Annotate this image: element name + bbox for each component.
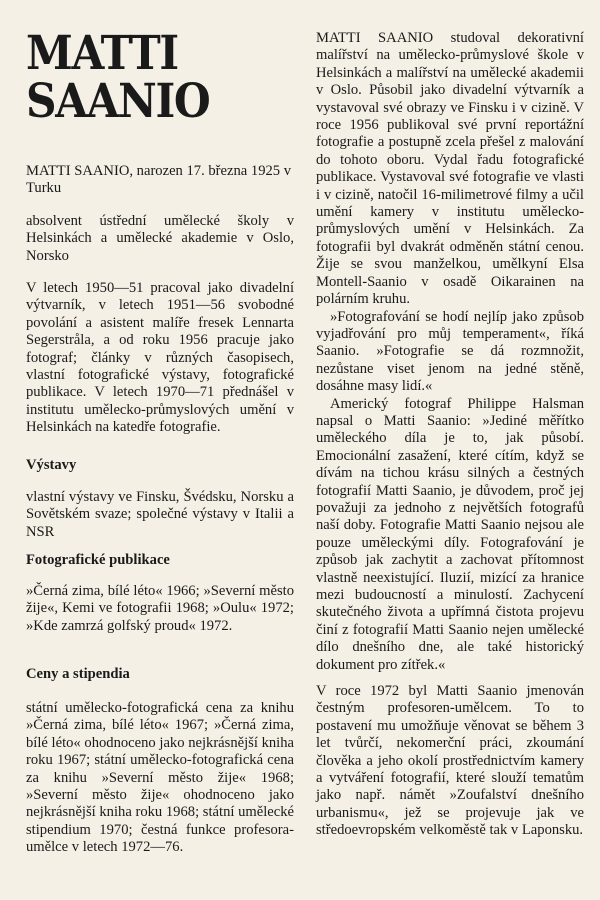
education-paragraph: absolvent ústřední umělecké školy v Helsinkách a umělecké akademie v Oslo, Norsko xyxy=(26,213,294,264)
right-paragraph-4: V roce 1972 byl Matti Saanio jmenován čestným profesoren-umělcem. To to postavení mu umožňuje věnovat se během 3 let tvůrčí, nekomerční práci, zkoumání člověka a jeho okolí prostřednictvím kamery a vytváření fotografií, které slouží tematům jako např. námět »Zoufalství dnešního urbanismu«, jež se projevuje jak ve středoevropském velkoměstě tak v Laponsku. xyxy=(316,683,584,839)
right-paragraph-3: Americký fotograf Philippe Halsman napsal o Matti Saanio: »Jediné měřítko uměleckého díla je to, jak působí. Emocionální zasažení, které cítím, když se dívám na tichou krásu silných a čestných fotografií Matti Saanio, je důvodem, proč jej považuji za jednoho z největších fotografů naší doby. Fotografie Matti Saanio nejsou ale pouze uměleckými díly. Fotografování je způsob jak zachytit a zachovat přítomnost vlastně neexistující. Iluzií, mizící za hranice mezi budoucností a minulostí. Zachycení skutečného života a upřímná čistota projevu činí z fotografií Matti Saanio nejen umělecké dílo dnešního dne, ale také historický dokument pro zítřek.« xyxy=(316,395,584,673)
right-column-bottom xyxy=(316,683,584,840)
title-line-1: MATTI xyxy=(26,26,178,81)
exhibitions-paragraph: vlastní výstavy ve Finsku, Švédsku, Norsku a Sovětském svaze; společné výstavy v Italii a NSR xyxy=(26,489,294,540)
intro-paragraph: MATTI SAANIO, narozen 17. března 1925 v Turku xyxy=(26,163,292,197)
awards-heading: Ceny a stipendia xyxy=(26,666,130,682)
awards-paragraph: státní umělecko-fotografická cena za knihu »Černá zima, bílé léto« 1967; »Černá zima, bílé léto« ohodnoceno jako nejkrásnější kniha roku 1967; státní umělecko-fotografická cena za knihu »Severní město žije« 1968; »Severní město žije« ohodnoceno jako nejkrásnější kniha roku 1968; státní umělecké stipendium 1970; čestná funkce profesora-umělce v letech 1972—76. xyxy=(26,700,294,856)
right-column-top xyxy=(316,30,584,674)
title-line-2: SAANIO xyxy=(26,74,210,129)
right-paragraph-1: MATTI SAANIO studoval dekorativní malířství na umělecko-průmyslové škole v Helsinkách a malířství na umělecké akademii v Oslo. Působil jako divadelní výtvarník a vystavoval své obrazy ve Finsku i v cizině. V roce 1956 publikoval své první reportážní fotografie a postupně zcela přešel z malování do tohoto oboru. Vydal řadu fotografické publikace. Vystavoval své fotografie ve vlasti i v cizině, natočil 16-milimetrové filmy a učil umění kamery v institutu umělecko-průmyslových umění v Helsinkách. Za fotografii byl dvakrát odměněn státní cenou. Žije se svou manželkou, umělkyní Elsa Montell-Saanio v osadě Oikarainen na polárním kruhu. xyxy=(316,30,584,308)
page-title xyxy=(26,26,210,129)
publications-heading: Fotografické publikace xyxy=(26,552,170,568)
biography-paragraph: V letech 1950—51 pracoval jako divadelní výtvarník, v letech 1951—56 svobodné povolání a asistent malíře fresek Lennarta Segerstråla, a od roku 1956 pracuje jako fotograf; články v různých časopisech, vlastní fotografické výstavy, fotografické publikace. V letech 1970—71 přednášel v institutu umělecko-průmyslových umění v Helsinkách na katedře fotografie. xyxy=(26,280,294,436)
exhibitions-heading: Výstavy xyxy=(26,457,77,473)
right-paragraph-2: »Fotografování se hodí nejlíp jako způsob vyjadřování pro můj temperament«, říká Saanio. »Fotografie se dá rozmnožit, nezůstane viset jenom na jedné stěně, dosáhne masy lidí.« xyxy=(316,308,584,395)
publications-paragraph: »Černá zima, bílé léto« 1966; »Severní město žije«, Kemi ve fotografii 1968; »Oulu« 1972; »Kde zamrzá golfský proud« 1972. xyxy=(26,583,294,634)
